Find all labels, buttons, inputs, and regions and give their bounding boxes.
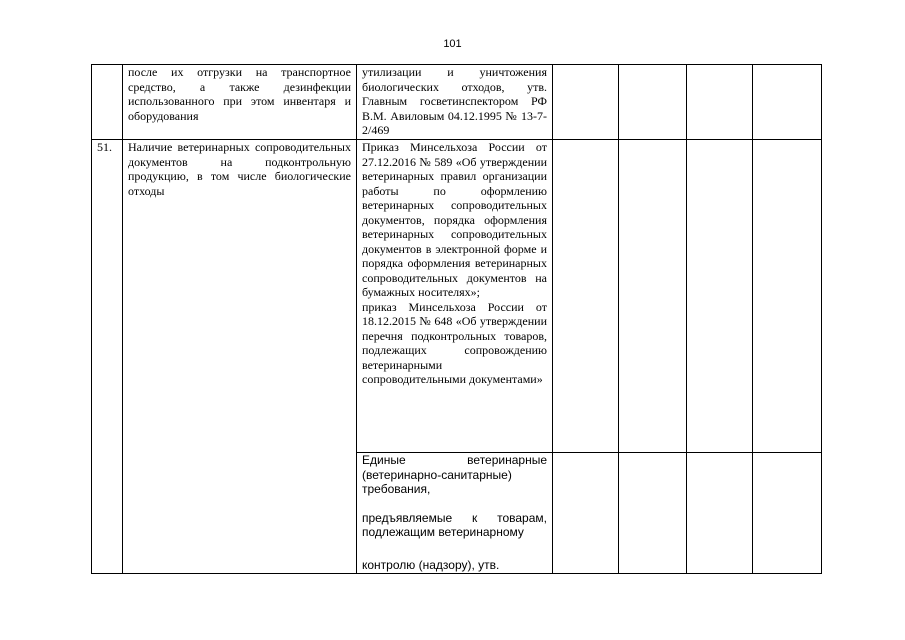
legal-act-order-589: Приказ Минсельхоза России от 27.12.2016 № 589 «Об утверждении ветеринарных правил организации работы по оформлению ветеринарных сопроводительных документов, порядка оформления ветеринарных сопроводительных документов в электронной форме и порядка оформления ветеринарных сопроводительных документов на бумажных носителях»; bbox=[362, 140, 547, 299]
requirements-table bbox=[91, 64, 822, 574]
page-number: 101 bbox=[443, 38, 462, 50]
legal-act-cell bbox=[357, 453, 553, 574]
empty-cell bbox=[553, 453, 619, 574]
empty-cell bbox=[619, 453, 687, 574]
empty-cell bbox=[687, 453, 753, 574]
spacer bbox=[362, 540, 547, 558]
legal-act-cell bbox=[357, 140, 553, 453]
requirement-cell: после их отгрузки на транспортное средство, а также дезинфекции использованного при этом инвентаря и оборудования bbox=[123, 65, 357, 140]
empty-cell bbox=[553, 140, 619, 453]
empty-cell bbox=[687, 65, 753, 140]
legal-act-line: контролю (надзору), утв. bbox=[362, 557, 500, 572]
empty-cell bbox=[753, 140, 822, 453]
empty-cell bbox=[753, 453, 822, 574]
table-row bbox=[92, 65, 822, 140]
spacer bbox=[362, 497, 547, 511]
row-number-cell bbox=[92, 65, 123, 140]
requirement-cell: Наличие ветеринарных сопроводительных документов на подконтрольную продукцию, в том числе биологические отходы bbox=[123, 140, 357, 574]
legal-act-line: предъявляемые к товарам, подлежащим ветеринарному bbox=[362, 510, 547, 539]
empty-cell bbox=[687, 140, 753, 453]
table-row bbox=[92, 140, 822, 453]
legal-act-line: Единые ветеринарные (ветеринарно-санитарные) требования, bbox=[362, 453, 547, 496]
legal-act-order-648: приказ Минсельхоза России от 18.12.2015 № 648 «Об утверждении перечня подконтрольных товаров, подлежащих сопровождению ветеринарными сопроводительными документами» bbox=[362, 299, 547, 386]
empty-cell bbox=[553, 65, 619, 140]
empty-cell bbox=[619, 65, 687, 140]
empty-cell bbox=[753, 65, 822, 140]
row-number-cell: 51. bbox=[92, 140, 123, 574]
empty-cell bbox=[619, 140, 687, 453]
legal-act-cell: утилизации и уничтожения биологических отходов, утв. Главным госветинспектором РФ В.М. Авиловым 04.12.1995 № 13-7-2/469 bbox=[357, 65, 553, 140]
